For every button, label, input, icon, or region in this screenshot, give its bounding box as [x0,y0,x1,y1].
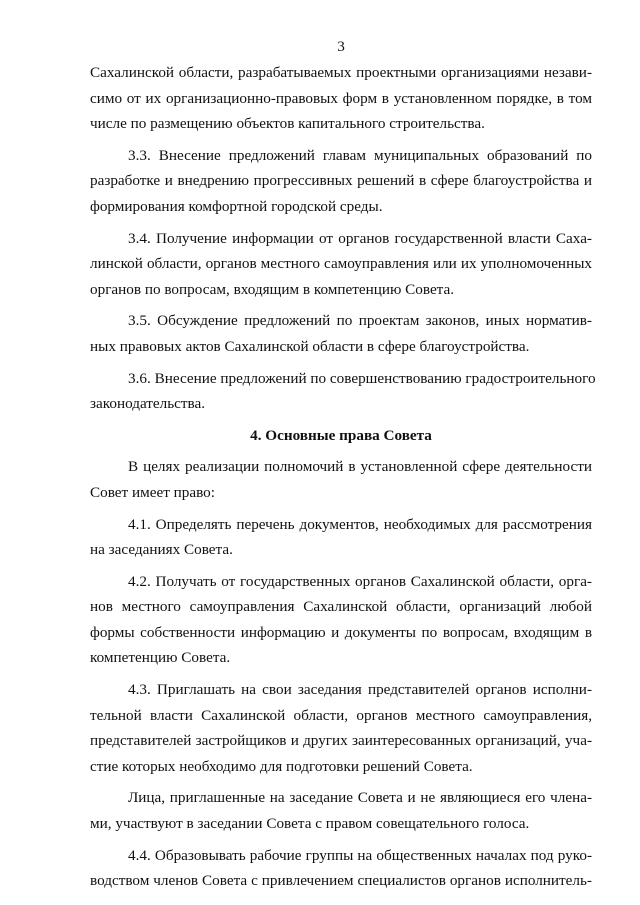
paragraph [90,60,592,137]
text-line: В целях реализации полномочий в установленной сфере деятельности [128,458,592,476]
text-line: числе по размещению объектов капитального строительства. [90,115,485,133]
page-number: 3 [337,38,345,55]
paragraph-3-5 [90,308,592,359]
text-line: законодательства. [90,395,206,413]
text-line: формы собственности информацию и документы по вопросам, входящим в [90,623,592,641]
paragraph-4-1 [90,512,592,563]
paragraph-4-2 [90,569,592,671]
text-line: Совет имеет право: [90,483,215,501]
text-line: органов по вопросам, входящим в компетенцию Совета. [90,280,455,298]
text-line: на заседаниях Совета. [90,541,233,559]
text-line: разработке и внедрению прогрессивных решений в сфере благоустройства и [90,172,592,190]
text-line: 3.4. Получение информации от органов государственной власти Саха- [128,229,592,247]
text-line: 3.5. Обсуждение предложений по проектам законов, иных норматив- [128,312,592,330]
text-line: компетенцию Совета. [90,649,231,667]
text-line: 4.2. Получать от государственных органов Сахалинской области, орга- [128,572,592,590]
paragraph-4-4 [90,843,592,894]
paragraph-4-3 [90,677,592,779]
text-line: 4.4. Образовывать рабочие группы на общественных началах под руко- [128,846,592,864]
text-line: симо от их организационно-правовых форм в установленном порядке, в том [90,89,592,107]
text-line: ми, участвуют в заседании Совета с правом совещательного голоса. [90,815,530,833]
text-line: нов местного самоуправления Сахалинской области, организаций любой [90,598,592,616]
text-line: ных правовых актов Сахалинской области в сфере благоустройства. [90,337,530,355]
text-line: 4.1. Определять перечень документов, необходимых для рассмотрения [128,515,592,533]
text-line: 3.6. Внесение предложений по совершенствованию градостроительного [128,369,596,387]
paragraph-invited [90,785,592,836]
text-line: стие которых необходимо для подготовки решений Совета. [90,757,473,775]
text-line: линской области, органов местного самоуправления или их уполномоченных [90,255,592,273]
text-line: Сахалинской области, разрабатываемых проектными организациями незави- [90,64,592,81]
document-page [90,34,596,894]
section-heading: 4. Основные права Совета [250,426,432,444]
paragraph-3-3 [90,143,592,220]
paragraph-intro [90,454,592,505]
text-line: формирования комфортной городской среды. [90,197,383,215]
text-line: Лица, приглашенные на заседание Совета и не являющиеся его члена- [128,789,592,807]
text-line: тельной власти Сахалинской области, органов местного самоуправления, [90,706,592,724]
text-line: водством членов Совета с привлечением специалистов органов исполнитель- [90,872,592,890]
text-line: 3.3. Внесение предложений главам муниципальных образований по [128,146,592,164]
text-line: 4.3. Приглашать на свои заседания представителей органов исполни- [128,681,592,699]
paragraph-3-6 [90,366,596,417]
paragraph-3-4 [90,226,592,303]
text-line: представителей застройщиков и других заинтересованных организаций, уча- [90,732,592,750]
